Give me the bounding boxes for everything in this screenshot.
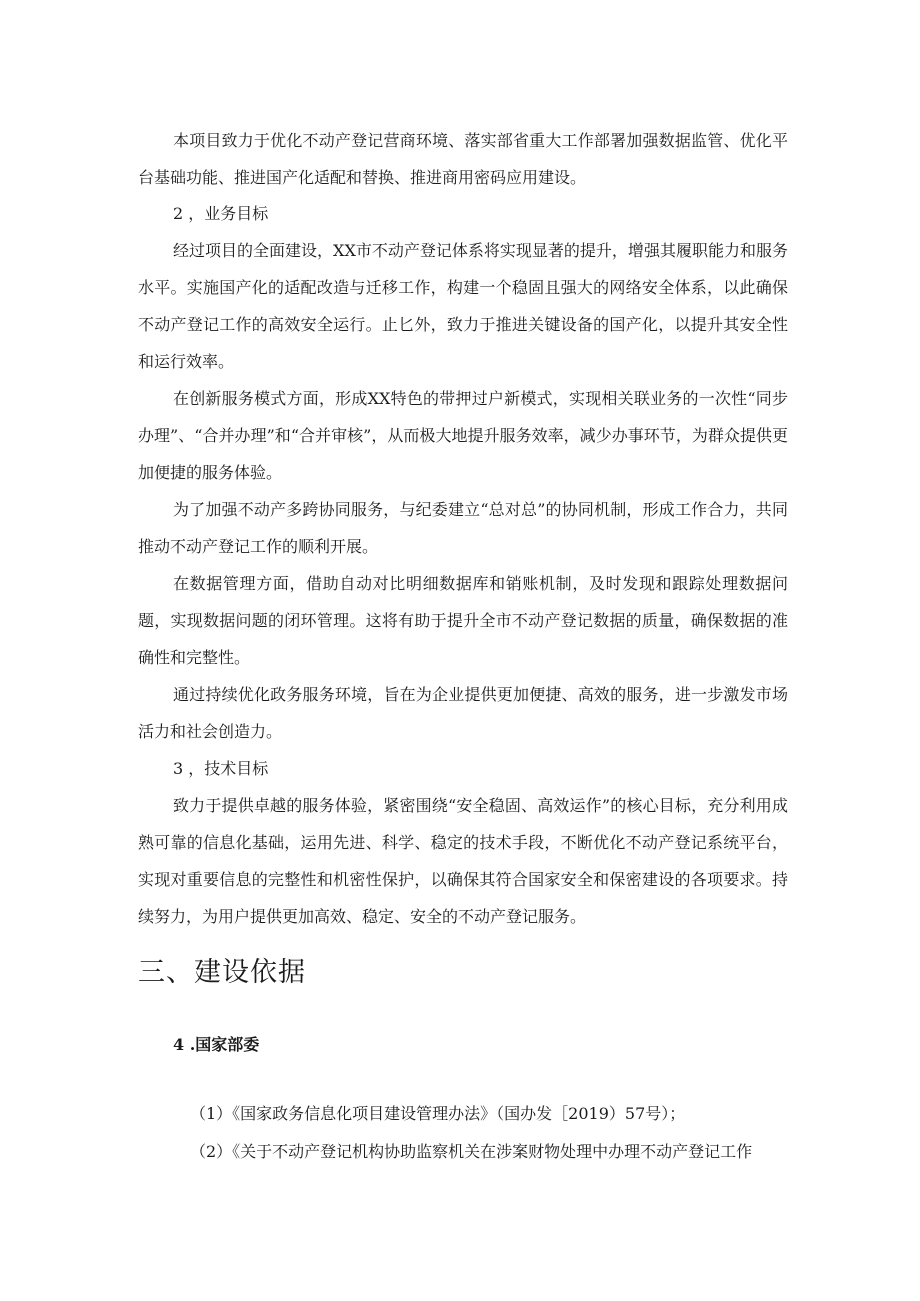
heading-technical-goal: 3 ，技术目标 xyxy=(173,759,269,778)
reference-item: （2）《关于不动产登记机构协助监察机关在涉案财物处理中办理不动产登记工作 xyxy=(190,1142,753,1161)
reference-item: （1）《国家政务信息化项目建设管理办法》（国办发［2019）57号）； xyxy=(190,1104,686,1123)
paragraph-technical-goal: 致力于提供卓越的服务体验，紧密围绕“安全稳固、高效运作”的核心目标，充分利用成熟可靠的信息化基础，运用先进、科学、稳定的技术手段，不断优化不动产登记系统平台，实现对重要信息的完整性和机密性保护，以确保其符合国家安全和保密建设的各项要求。持续努力，为用户提供更加高效、稳定、安全的不动产登记服务。 xyxy=(138,796,788,926)
paragraph-business-overview: 经过项目的全面建设，XX市不动产登记体系将实现显著的提升，增强其履职能力和服务水平。实施国产化的适配改造与迁移工作，构建一个稳固且强大的网络安全体系，以此确保不动产登记工作的高效安全运行。止匕外，致力于推进关键设备的国产化，以提升其安全性和运行效率。 xyxy=(138,241,788,371)
section-title: 三、建设依据 xyxy=(138,957,306,988)
heading-business-goal: 2 ，业务目标 xyxy=(173,204,269,223)
paragraph-project-goal: 本项目致力于优化不动产登记营商环境、落实部省重大工作部署加强数据监管、优化平台基础功能、推进国产化适配和替换、推进商用密码应用建设。 xyxy=(138,131,788,187)
paragraph-data-management: 在数据管理方面，借助自动对比明细数据库和销账机制，及时发现和跟踪处理数据问题，实现数据问题的闭环管理。这将有助于提升全市不动产登记数据的质量，确保数据的准确性和完整性。 xyxy=(138,574,788,667)
paragraph-collaboration: 为了加强不动产多跨协同服务，与纪委建立“总对总”的协同机制，形成工作合力，共同推动不动产登记工作的顺利开展。 xyxy=(138,500,788,556)
section-subheading: 4 .国家部委 xyxy=(173,1035,260,1054)
paragraph-government-service: 通过持续优化政务服务环境，旨在为企业提供更加便捷、高效的服务，进一步激发市场活力和社会创造力。 xyxy=(138,685,788,741)
paragraph-service-mode: 在创新服务模式方面，形成XX特色的带押过户新模式，实现相关联业务的一次性“同步办理”、“合并办理”和“合并审核”，从而极大地提升服务效率，减少办事环节，为群众提供更加便捷的服务体验。 xyxy=(138,389,788,482)
